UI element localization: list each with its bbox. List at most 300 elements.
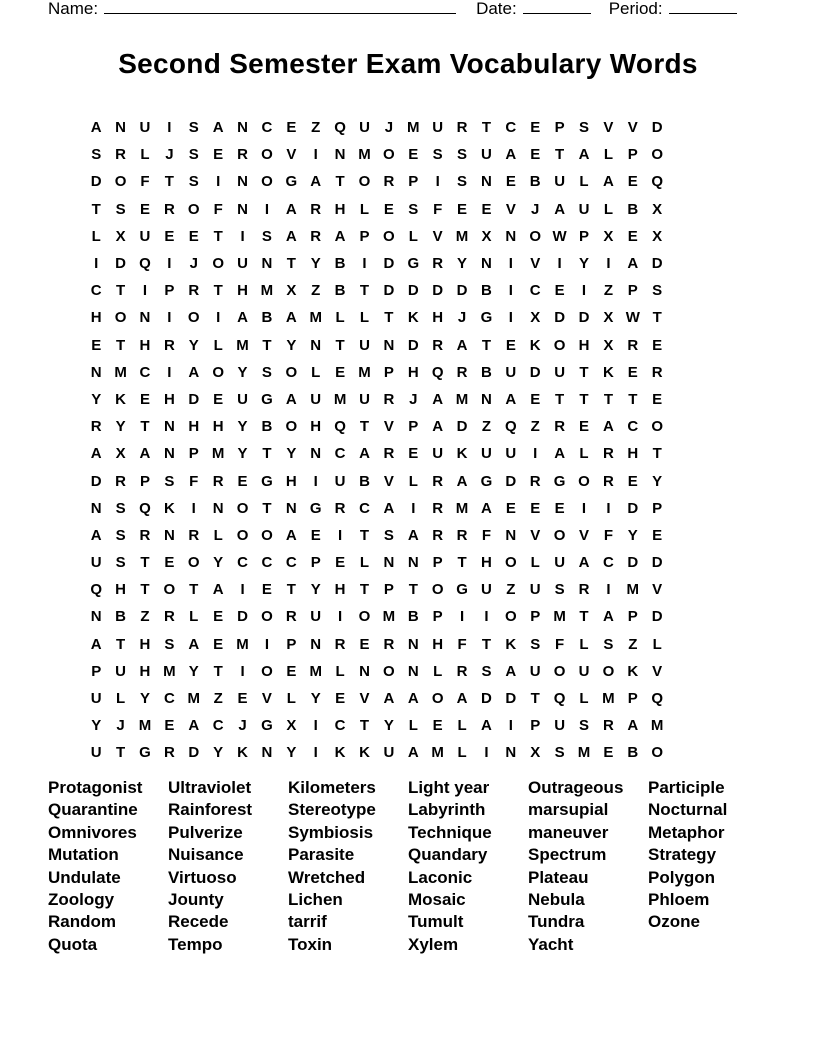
grid-letter[interactable]: N bbox=[163, 445, 175, 463]
grid-letter[interactable]: V bbox=[261, 690, 272, 708]
grid-letter[interactable]: C bbox=[139, 363, 151, 381]
grid-letter[interactable]: L bbox=[91, 227, 101, 245]
grid-letter[interactable]: P bbox=[286, 635, 297, 653]
grid-letter[interactable]: Z bbox=[311, 282, 321, 300]
grid-letter[interactable]: N bbox=[115, 119, 126, 137]
grid-letter[interactable]: P bbox=[359, 227, 370, 245]
grid-letter[interactable]: Y bbox=[383, 717, 394, 735]
grid-letter[interactable]: E bbox=[481, 200, 492, 218]
grid-letter[interactable]: E bbox=[164, 227, 175, 245]
grid-letter[interactable]: I bbox=[581, 499, 587, 517]
grid-letter[interactable]: O bbox=[431, 690, 444, 708]
grid-letter[interactable]: T bbox=[213, 662, 223, 680]
grid-letter[interactable]: I bbox=[313, 146, 318, 164]
grid-letter[interactable]: A bbox=[285, 227, 297, 245]
grid-letter[interactable]: E bbox=[408, 146, 419, 164]
grid-letter[interactable]: I bbox=[484, 744, 489, 762]
grid-letter[interactable]: S bbox=[261, 227, 272, 245]
grid-letter[interactable]: B bbox=[529, 173, 541, 191]
grid-letter[interactable]: B bbox=[261, 418, 273, 436]
grid-letter[interactable]: V bbox=[627, 119, 638, 137]
grid-letter[interactable]: E bbox=[139, 200, 150, 218]
grid-letter[interactable]: U bbox=[505, 363, 517, 381]
grid-letter[interactable]: E bbox=[530, 119, 541, 137]
grid-letter[interactable]: N bbox=[237, 200, 248, 218]
grid-letter[interactable]: O bbox=[236, 526, 249, 544]
grid-letter[interactable]: Y bbox=[213, 744, 224, 762]
grid-letter[interactable]: P bbox=[408, 418, 419, 436]
grid-letter[interactable]: H bbox=[578, 336, 590, 354]
grid-letter[interactable]: I bbox=[508, 309, 513, 327]
grid-letter[interactable]: A bbox=[602, 608, 614, 626]
grid-letter[interactable]: E bbox=[652, 390, 663, 408]
grid-letter[interactable]: R bbox=[383, 173, 395, 191]
grid-letter[interactable]: R bbox=[115, 472, 126, 490]
grid-letter[interactable]: A bbox=[285, 200, 297, 218]
grid-letter[interactable]: R bbox=[334, 635, 346, 653]
grid-letter[interactable]: R bbox=[602, 445, 614, 463]
grid-letter[interactable]: F bbox=[140, 173, 150, 191]
grid-letter[interactable]: I bbox=[606, 581, 611, 599]
grid-letter[interactable]: Y bbox=[139, 690, 150, 708]
grid-letter[interactable]: M bbox=[650, 717, 664, 735]
grid-letter[interactable]: Y bbox=[652, 472, 663, 490]
grid-letter[interactable]: B bbox=[481, 363, 492, 381]
grid-letter[interactable]: M bbox=[260, 282, 274, 300]
grid-letter[interactable]: L bbox=[433, 662, 443, 680]
grid-letter[interactable]: J bbox=[384, 119, 394, 137]
grid-letter[interactable]: T bbox=[408, 581, 418, 599]
grid-letter[interactable]: P bbox=[627, 690, 638, 708]
grid-letter[interactable]: P bbox=[164, 282, 175, 300]
grid-letter[interactable]: P bbox=[310, 554, 321, 572]
grid-letter[interactable]: I bbox=[240, 227, 245, 245]
grid-letter[interactable]: U bbox=[90, 690, 102, 708]
grid-letter[interactable]: N bbox=[261, 255, 273, 273]
grid-letter[interactable]: N bbox=[383, 554, 395, 572]
grid-letter[interactable]: G bbox=[139, 744, 151, 762]
grid-letter[interactable]: K bbox=[334, 744, 346, 762]
grid-letter[interactable]: U bbox=[505, 445, 517, 463]
grid-letter[interactable]: E bbox=[432, 717, 443, 735]
grid-letter[interactable]: L bbox=[335, 662, 345, 680]
grid-letter[interactable]: D bbox=[651, 119, 663, 137]
grid-letter[interactable]: L bbox=[603, 146, 613, 164]
grid-letter[interactable]: E bbox=[213, 390, 224, 408]
grid-letter[interactable]: U bbox=[481, 146, 492, 164]
grid-letter[interactable]: Q bbox=[334, 119, 346, 137]
grid-letter[interactable]: V bbox=[652, 662, 663, 680]
grid-letter[interactable]: O bbox=[212, 255, 224, 273]
grid-letter[interactable]: Y bbox=[286, 445, 297, 463]
grid-letter[interactable]: L bbox=[213, 336, 223, 354]
grid-letter[interactable]: T bbox=[579, 363, 589, 381]
grid-letter[interactable]: S bbox=[652, 282, 663, 300]
grid-letter[interactable]: G bbox=[480, 309, 493, 327]
grid-letter[interactable]: H bbox=[139, 336, 151, 354]
grid-letter[interactable]: S bbox=[408, 200, 419, 218]
grid-letter[interactable]: F bbox=[555, 635, 565, 653]
grid-letter[interactable]: S bbox=[554, 744, 565, 762]
grid-letter[interactable]: C bbox=[627, 418, 639, 436]
grid-letter[interactable]: I bbox=[435, 173, 440, 191]
grid-letter[interactable]: H bbox=[237, 282, 248, 300]
grid-letter[interactable]: B bbox=[627, 744, 639, 762]
grid-letter[interactable]: S bbox=[457, 173, 468, 191]
grid-letter[interactable]: O bbox=[236, 499, 249, 517]
grid-letter[interactable]: U bbox=[359, 119, 370, 137]
grid-letter[interactable]: Q bbox=[505, 418, 517, 436]
grid-letter[interactable]: I bbox=[484, 608, 489, 626]
grid-letter[interactable]: S bbox=[579, 717, 590, 735]
grid-letter[interactable]: Q bbox=[139, 255, 151, 273]
grid-letter[interactable]: S bbox=[115, 200, 126, 218]
grid-letter[interactable]: R bbox=[383, 635, 395, 653]
grid-letter[interactable]: E bbox=[627, 227, 638, 245]
grid-letter[interactable]: N bbox=[481, 255, 492, 273]
grid-letter[interactable]: M bbox=[358, 146, 371, 164]
grid-letter[interactable]: S bbox=[115, 499, 126, 517]
grid-letter[interactable]: E bbox=[335, 554, 346, 572]
grid-letter[interactable]: O bbox=[358, 173, 371, 191]
grid-letter[interactable]: I bbox=[191, 499, 196, 517]
grid-letter[interactable]: O bbox=[261, 146, 273, 164]
grid-letter[interactable]: A bbox=[90, 445, 102, 463]
grid-letter[interactable]: T bbox=[359, 526, 370, 544]
grid-letter[interactable]: E bbox=[164, 717, 175, 735]
grid-letter[interactable]: E bbox=[91, 336, 102, 354]
grid-letter[interactable]: A bbox=[505, 146, 517, 164]
grid-letter[interactable]: K bbox=[529, 336, 541, 354]
grid-letter[interactable]: J bbox=[165, 146, 174, 164]
grid-letter[interactable]: J bbox=[189, 255, 198, 273]
grid-letter[interactable]: N bbox=[90, 363, 102, 381]
grid-letter[interactable]: S bbox=[383, 526, 394, 544]
grid-letter[interactable]: T bbox=[335, 336, 345, 354]
grid-letter[interactable]: F bbox=[457, 635, 467, 653]
grid-letter[interactable]: V bbox=[432, 227, 443, 245]
grid-letter[interactable]: H bbox=[212, 418, 224, 436]
grid-letter[interactable]: R bbox=[651, 363, 663, 381]
grid-letter[interactable]: U bbox=[432, 119, 444, 137]
grid-letter[interactable]: T bbox=[213, 227, 223, 245]
grid-letter[interactable]: U bbox=[115, 662, 126, 680]
grid-letter[interactable]: H bbox=[432, 635, 444, 653]
grid-letter[interactable]: R bbox=[383, 390, 395, 408]
grid-letter[interactable]: O bbox=[285, 418, 298, 436]
grid-letter[interactable]: B bbox=[627, 200, 639, 218]
grid-letter[interactable]: N bbox=[481, 390, 492, 408]
grid-letter[interactable]: U bbox=[432, 445, 444, 463]
grid-letter[interactable]: L bbox=[286, 690, 296, 708]
grid-letter[interactable]: L bbox=[311, 363, 321, 381]
grid-letter[interactable]: K bbox=[407, 309, 419, 327]
grid-letter[interactable]: I bbox=[411, 499, 416, 517]
grid-letter[interactable]: U bbox=[529, 662, 541, 680]
grid-letter[interactable]: P bbox=[139, 472, 150, 490]
grid-letter[interactable]: S bbox=[115, 526, 126, 544]
grid-letter[interactable]: E bbox=[213, 608, 224, 626]
grid-letter[interactable]: T bbox=[262, 499, 272, 517]
grid-letter[interactable]: A bbox=[212, 581, 224, 599]
grid-letter[interactable]: R bbox=[188, 282, 200, 300]
grid-letter[interactable]: Q bbox=[334, 418, 346, 436]
grid-letter[interactable]: R bbox=[554, 418, 566, 436]
grid-letter[interactable]: N bbox=[163, 526, 175, 544]
grid-letter[interactable]: P bbox=[530, 608, 541, 626]
grid-letter[interactable]: U bbox=[554, 173, 566, 191]
grid-letter[interactable]: L bbox=[579, 445, 589, 463]
grid-letter[interactable]: O bbox=[261, 662, 273, 680]
grid-letter[interactable]: I bbox=[94, 255, 99, 273]
grid-letter[interactable]: V bbox=[530, 255, 541, 273]
grid-letter[interactable]: Q bbox=[90, 581, 103, 599]
grid-letter[interactable]: W bbox=[552, 227, 567, 245]
grid-letter[interactable]: L bbox=[579, 635, 589, 653]
grid-letter[interactable]: S bbox=[457, 146, 468, 164]
grid-letter[interactable]: N bbox=[481, 173, 492, 191]
grid-letter[interactable]: S bbox=[188, 173, 199, 191]
grid-letter[interactable]: I bbox=[508, 255, 513, 273]
grid-letter[interactable]: A bbox=[554, 200, 566, 218]
grid-letter[interactable]: O bbox=[578, 472, 590, 490]
grid-letter[interactable]: U bbox=[529, 581, 541, 599]
grid-letter[interactable]: I bbox=[313, 717, 318, 735]
grid-letter[interactable]: A bbox=[407, 690, 419, 708]
grid-letter[interactable]: O bbox=[261, 526, 273, 544]
grid-letter[interactable]: I bbox=[459, 608, 465, 626]
grid-letter[interactable]: D bbox=[554, 309, 566, 327]
grid-letter[interactable]: D bbox=[188, 390, 200, 408]
grid-letter[interactable]: R bbox=[456, 526, 468, 544]
grid-letter[interactable]: X bbox=[652, 227, 663, 245]
grid-letter[interactable]: P bbox=[91, 662, 102, 680]
grid-letter[interactable]: U bbox=[139, 119, 151, 137]
grid-letter[interactable]: N bbox=[407, 554, 419, 572]
grid-letter[interactable]: U bbox=[554, 717, 566, 735]
grid-letter[interactable]: G bbox=[553, 472, 566, 490]
grid-letter[interactable]: T bbox=[359, 418, 370, 436]
grid-letter[interactable]: O bbox=[114, 309, 127, 327]
grid-letter[interactable]: U bbox=[481, 445, 492, 463]
grid-letter[interactable]: Q bbox=[139, 499, 151, 517]
grid-letter[interactable]: I bbox=[167, 363, 172, 381]
grid-letter[interactable]: Y bbox=[286, 744, 297, 762]
grid-letter[interactable]: T bbox=[91, 200, 101, 218]
grid-letter[interactable]: D bbox=[383, 282, 395, 300]
grid-letter[interactable]: I bbox=[533, 445, 538, 463]
grid-letter[interactable]: Y bbox=[627, 526, 638, 544]
grid-letter[interactable]: R bbox=[432, 336, 444, 354]
grid-letter[interactable]: P bbox=[652, 499, 663, 517]
grid-letter[interactable]: N bbox=[310, 445, 322, 463]
grid-letter[interactable]: Q bbox=[651, 690, 664, 708]
grid-letter[interactable]: L bbox=[652, 635, 662, 653]
grid-letter[interactable]: T bbox=[189, 581, 199, 599]
grid-letter[interactable]: F bbox=[189, 472, 199, 490]
grid-letter[interactable]: T bbox=[359, 717, 370, 735]
grid-letter[interactable]: B bbox=[334, 282, 346, 300]
grid-letter[interactable]: A bbox=[285, 390, 297, 408]
grid-letter[interactable]: G bbox=[261, 717, 273, 735]
grid-letter[interactable]: S bbox=[481, 662, 492, 680]
grid-letter[interactable]: M bbox=[163, 662, 176, 680]
grid-letter[interactable]: E bbox=[652, 336, 663, 354]
grid-letter[interactable]: N bbox=[359, 662, 370, 680]
grid-letter[interactable]: U bbox=[359, 336, 370, 354]
grid-letter[interactable]: L bbox=[213, 526, 223, 544]
grid-letter[interactable]: Z bbox=[506, 581, 516, 599]
grid-letter[interactable]: V bbox=[383, 418, 394, 436]
grid-letter[interactable]: S bbox=[603, 635, 614, 653]
grid-letter[interactable]: E bbox=[505, 173, 516, 191]
grid-letter[interactable]: U bbox=[139, 227, 151, 245]
grid-letter[interactable]: L bbox=[359, 554, 370, 572]
grid-letter[interactable]: E bbox=[286, 119, 297, 137]
grid-letter[interactable]: M bbox=[455, 390, 469, 408]
grid-letter[interactable]: M bbox=[553, 608, 566, 626]
grid-letter[interactable]: F bbox=[481, 526, 492, 544]
grid-letter[interactable]: A bbox=[188, 635, 200, 653]
grid-letter[interactable]: C bbox=[212, 717, 224, 735]
grid-letter[interactable]: R bbox=[432, 526, 444, 544]
grid-letter[interactable]: J bbox=[457, 309, 467, 327]
grid-letter[interactable]: P bbox=[432, 554, 443, 572]
grid-letter[interactable]: A bbox=[188, 363, 200, 381]
grid-letter[interactable]: K bbox=[627, 662, 639, 680]
grid-letter[interactable]: T bbox=[481, 119, 492, 137]
grid-letter[interactable]: Y bbox=[237, 418, 248, 436]
grid-letter[interactable]: D bbox=[456, 418, 468, 436]
grid-letter[interactable]: M bbox=[138, 717, 152, 735]
grid-letter[interactable]: E bbox=[530, 146, 541, 164]
grid-letter[interactable]: C bbox=[237, 554, 248, 572]
grid-letter[interactable]: Y bbox=[286, 336, 297, 354]
grid-letter[interactable]: R bbox=[432, 472, 444, 490]
grid-letter[interactable]: N bbox=[139, 309, 151, 327]
grid-letter[interactable]: M bbox=[333, 390, 347, 408]
grid-letter[interactable]: T bbox=[628, 390, 638, 408]
grid-letter[interactable]: H bbox=[627, 445, 639, 463]
grid-letter[interactable]: M bbox=[236, 336, 249, 354]
grid-letter[interactable]: T bbox=[140, 418, 150, 436]
grid-letter[interactable]: L bbox=[359, 309, 370, 327]
grid-letter[interactable]: E bbox=[603, 744, 614, 762]
grid-letter[interactable]: R bbox=[163, 744, 175, 762]
grid-letter[interactable]: I bbox=[313, 472, 318, 490]
grid-letter[interactable]: O bbox=[553, 662, 566, 680]
grid-letter[interactable]: P bbox=[383, 363, 394, 381]
grid-letter[interactable]: R bbox=[212, 472, 224, 490]
grid-letter[interactable]: H bbox=[139, 635, 151, 653]
grid-letter[interactable]: U bbox=[578, 200, 590, 218]
grid-letter[interactable]: D bbox=[90, 173, 102, 191]
grid-letter[interactable]: U bbox=[359, 390, 370, 408]
grid-letter[interactable]: T bbox=[359, 282, 370, 300]
grid-letter[interactable]: T bbox=[579, 608, 589, 626]
grid-letter[interactable]: A bbox=[407, 744, 419, 762]
grid-letter[interactable]: M bbox=[577, 744, 591, 762]
grid-letter[interactable]: S bbox=[115, 554, 126, 572]
grid-letter[interactable]: T bbox=[164, 173, 174, 191]
grid-letter[interactable]: X bbox=[603, 227, 614, 245]
grid-letter[interactable]: A bbox=[481, 717, 492, 735]
grid-letter[interactable]: E bbox=[237, 472, 248, 490]
grid-letter[interactable]: A bbox=[310, 173, 322, 191]
grid-letter[interactable]: E bbox=[505, 499, 516, 517]
grid-letter[interactable]: M bbox=[407, 119, 420, 137]
grid-letter[interactable]: N bbox=[90, 499, 102, 517]
grid-letter[interactable]: R bbox=[529, 472, 541, 490]
grid-letter[interactable]: N bbox=[285, 499, 297, 517]
grid-letter[interactable]: M bbox=[187, 690, 200, 708]
grid-letter[interactable]: M bbox=[236, 635, 249, 653]
grid-letter[interactable]: E bbox=[554, 282, 565, 300]
grid-letter[interactable]: H bbox=[481, 554, 492, 572]
grid-letter[interactable]: M bbox=[455, 227, 469, 245]
grid-letter[interactable]: Q bbox=[651, 173, 664, 191]
grid-letter[interactable]: E bbox=[335, 690, 346, 708]
grid-letter[interactable]: Q bbox=[553, 690, 566, 708]
grid-letter[interactable]: M bbox=[309, 662, 322, 680]
grid-letter[interactable]: E bbox=[310, 526, 321, 544]
grid-letter[interactable]: A bbox=[139, 445, 151, 463]
grid-letter[interactable]: P bbox=[627, 608, 638, 626]
grid-letter[interactable]: C bbox=[359, 499, 370, 517]
grid-letter[interactable]: I bbox=[508, 282, 513, 300]
grid-letter[interactable]: B bbox=[334, 255, 346, 273]
grid-letter[interactable]: A bbox=[285, 526, 297, 544]
grid-letter[interactable]: P bbox=[432, 608, 443, 626]
grid-letter[interactable]: H bbox=[334, 581, 346, 599]
grid-letter[interactable]: H bbox=[285, 472, 297, 490]
grid-letter[interactable]: L bbox=[189, 608, 199, 626]
grid-letter[interactable]: N bbox=[163, 418, 175, 436]
grid-letter[interactable]: D bbox=[627, 499, 639, 517]
grid-letter[interactable]: A bbox=[90, 526, 102, 544]
grid-letter[interactable]: E bbox=[579, 418, 590, 436]
grid-letter[interactable]: L bbox=[359, 200, 370, 218]
grid-letter[interactable]: N bbox=[310, 635, 322, 653]
grid-letter[interactable]: D bbox=[407, 336, 419, 354]
grid-letter[interactable]: R bbox=[285, 608, 297, 626]
period-blank[interactable] bbox=[669, 0, 737, 14]
grid-letter[interactable]: N bbox=[505, 744, 517, 762]
grid-letter[interactable]: O bbox=[553, 336, 566, 354]
grid-letter[interactable]: R bbox=[432, 499, 444, 517]
grid-letter[interactable]: K bbox=[115, 390, 126, 408]
grid-letter[interactable]: R bbox=[163, 200, 175, 218]
grid-letter[interactable]: O bbox=[651, 146, 664, 164]
grid-letter[interactable]: O bbox=[553, 526, 566, 544]
grid-letter[interactable]: Z bbox=[481, 418, 492, 436]
grid-letter[interactable]: R bbox=[334, 499, 346, 517]
grid-letter[interactable]: O bbox=[651, 418, 664, 436]
grid-letter[interactable]: T bbox=[116, 336, 126, 354]
grid-letter[interactable]: L bbox=[603, 200, 613, 218]
grid-letter[interactable]: M bbox=[602, 690, 615, 708]
grid-letter[interactable]: K bbox=[505, 635, 517, 653]
grid-letter[interactable]: N bbox=[505, 227, 517, 245]
grid-letter[interactable]: Y bbox=[213, 554, 224, 572]
grid-letter[interactable]: M bbox=[114, 363, 127, 381]
grid-letter[interactable]: R bbox=[432, 255, 444, 273]
grid-letter[interactable]: Y bbox=[310, 581, 321, 599]
grid-letter[interactable]: E bbox=[457, 200, 468, 218]
grid-letter[interactable]: A bbox=[359, 445, 370, 463]
grid-letter[interactable]: R bbox=[456, 662, 468, 680]
grid-letter[interactable]: P bbox=[408, 173, 419, 191]
